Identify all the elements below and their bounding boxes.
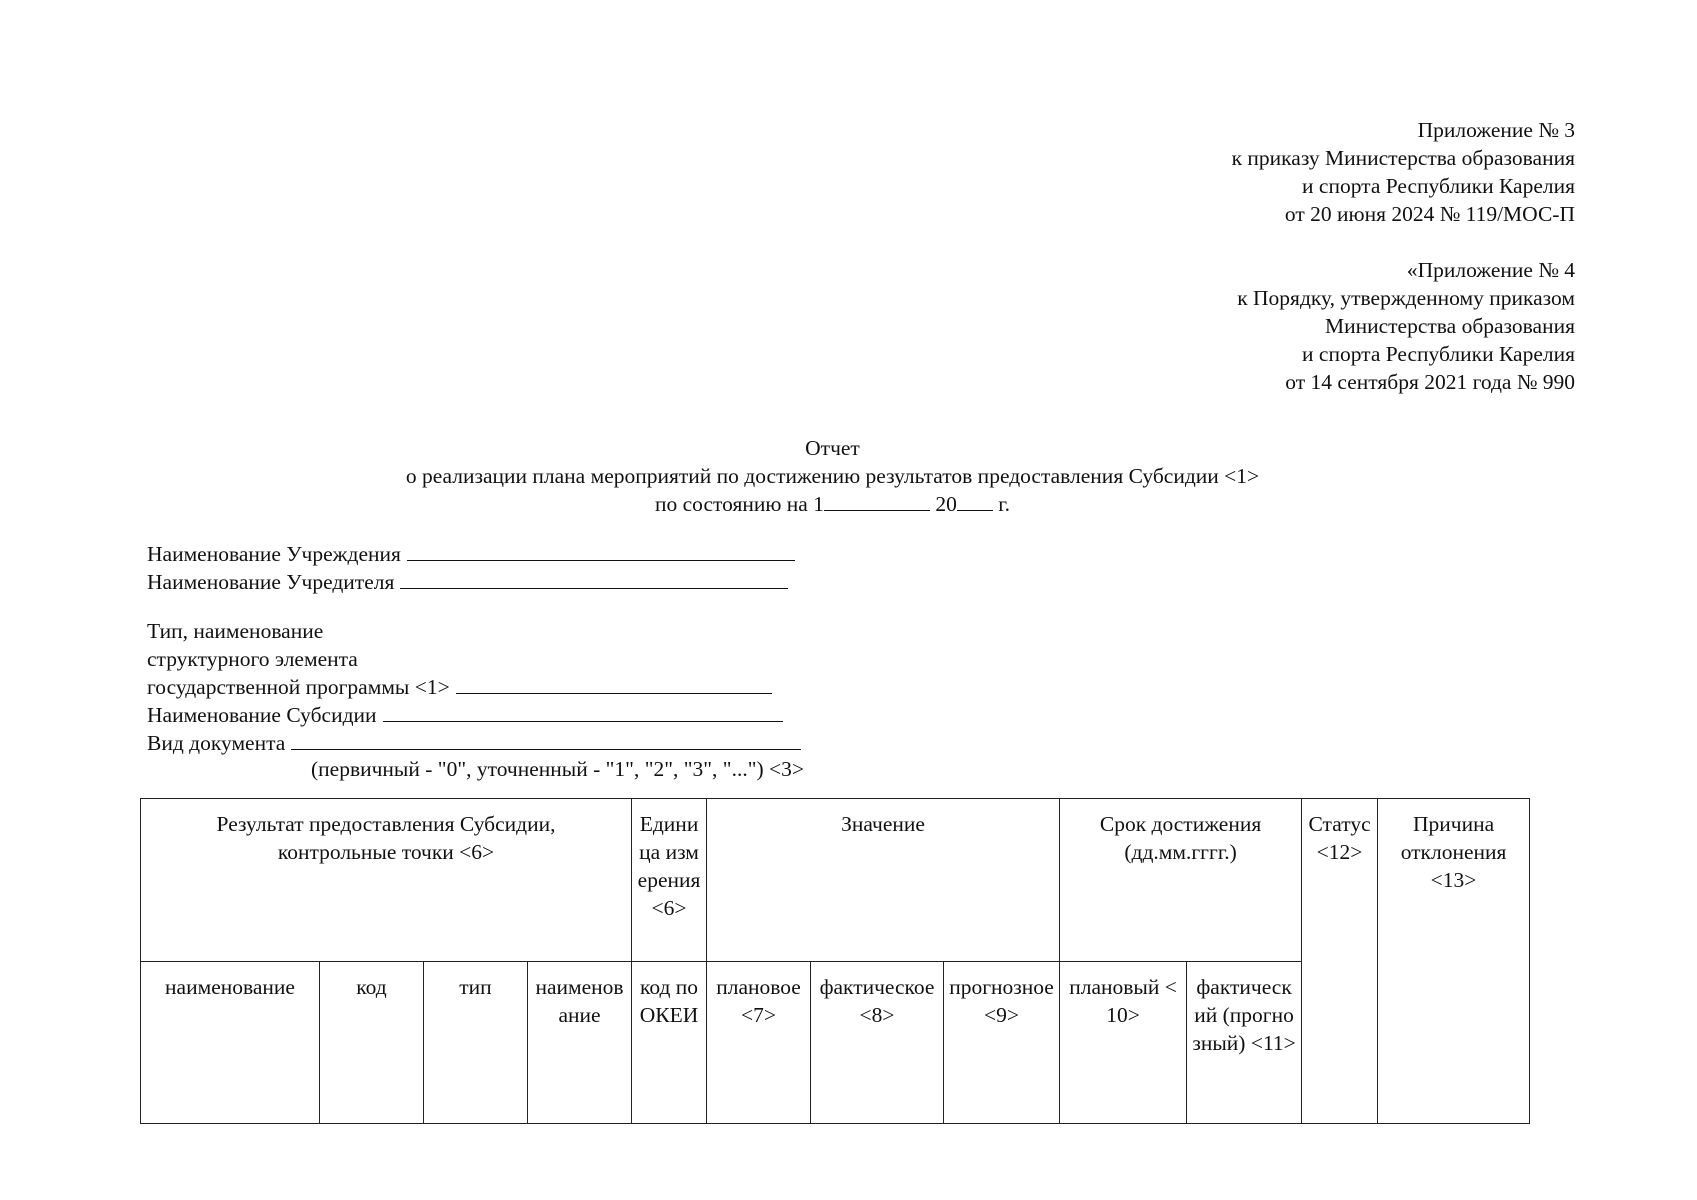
- header-unit: Единица измерения <6>: [632, 799, 707, 962]
- annex-primary-line: Приложение № 3: [1417, 118, 1575, 142]
- doc-type-blank[interactable]: [291, 729, 801, 750]
- program-label-line3: государственной программы <1>: [147, 675, 450, 699]
- institution-blank[interactable]: [407, 540, 795, 561]
- report-title-line1: Отчет: [805, 436, 860, 460]
- doc-type-row: [147, 729, 801, 757]
- report-date-year: 20: [935, 492, 957, 516]
- header-status: Статус <12>: [1302, 799, 1378, 1124]
- subheader-value-fact: фактическое <8>: [811, 962, 944, 1124]
- founder-row: [147, 568, 795, 596]
- subheader-value-plan: плановое <7>: [707, 962, 811, 1124]
- table-header-row: [141, 799, 1530, 962]
- annex-secondary-line: «Приложение № 4: [1406, 258, 1575, 282]
- subheader-type: тип: [424, 962, 528, 1124]
- report-title-line2: о реализации плана мероприятий по достижению результатов предоставления Субсидии <1>: [405, 464, 1260, 488]
- subheader-value-forecast: прогнозное <9>: [944, 962, 1060, 1124]
- annex-secondary: [1237, 256, 1575, 396]
- institution-row: [147, 540, 795, 568]
- doc-type-hint: (первичный - "0", уточненный - "1", "2", "3", "...") <3>: [311, 757, 805, 781]
- subsidy-label: Наименование Субсидии: [147, 703, 377, 727]
- subheader-unit-name: наименование: [528, 962, 632, 1124]
- founder-blank[interactable]: [400, 568, 788, 589]
- annex-primary-line: от 20 июня 2024 № 119/МОС-П: [1284, 202, 1575, 226]
- header-value: Значение: [707, 799, 1060, 962]
- subheader-code: код: [320, 962, 424, 1124]
- report-date-blank[interactable]: [824, 490, 930, 511]
- program-label-line1: Тип, наименование: [147, 619, 324, 643]
- annex-secondary-line: и спорта Республики Карелия: [1302, 342, 1575, 366]
- founder-label: Наименование Учредителя: [147, 570, 395, 594]
- program-label-line2: структурного элемента: [147, 647, 358, 671]
- annex-primary-line: к приказу Министерства образования: [1231, 146, 1575, 170]
- header-deadline: Срок достижения (дд.мм.гггг.): [1060, 799, 1302, 962]
- fields-program: [147, 617, 801, 757]
- program-row: [147, 673, 801, 701]
- annex-secondary-line: от 14 сентября 2021 года № 990: [1285, 370, 1575, 394]
- subsidy-blank[interactable]: [383, 701, 783, 722]
- subheader-deadline-plan: плановый <10>: [1060, 962, 1187, 1124]
- header-reason: Причина отклонения <13>: [1378, 799, 1530, 1124]
- annex-secondary-line: Министерства образования: [1324, 314, 1575, 338]
- report-year-blank[interactable]: [957, 490, 993, 511]
- header-result: Результат предоставления Субсидии, контрольные точки <6>: [141, 799, 632, 962]
- annex-primary-line: и спорта Республики Карелия: [1302, 174, 1575, 198]
- report-date-suffix: г.: [998, 492, 1010, 516]
- program-blank[interactable]: [456, 673, 772, 694]
- subsidy-row: [147, 701, 801, 729]
- report-date-line: [0, 490, 1665, 518]
- subheader-deadline-fact: фактический (прогнозный) <11>: [1187, 962, 1302, 1124]
- annex-primary: [1232, 116, 1575, 228]
- doc-type-label: Вид документа: [147, 731, 286, 755]
- report-title: [0, 434, 1665, 518]
- subheader-name: наименование: [141, 962, 320, 1124]
- report-date-prefix: по состоянию на 1: [655, 492, 824, 516]
- fields-institution: [147, 540, 795, 596]
- annex-secondary-line: к Порядку, утвержденному приказом: [1237, 286, 1575, 310]
- institution-label: Наименование Учреждения: [147, 542, 401, 566]
- subheader-okei-code: код по ОКЕИ: [632, 962, 707, 1124]
- report-table: [140, 798, 1530, 1124]
